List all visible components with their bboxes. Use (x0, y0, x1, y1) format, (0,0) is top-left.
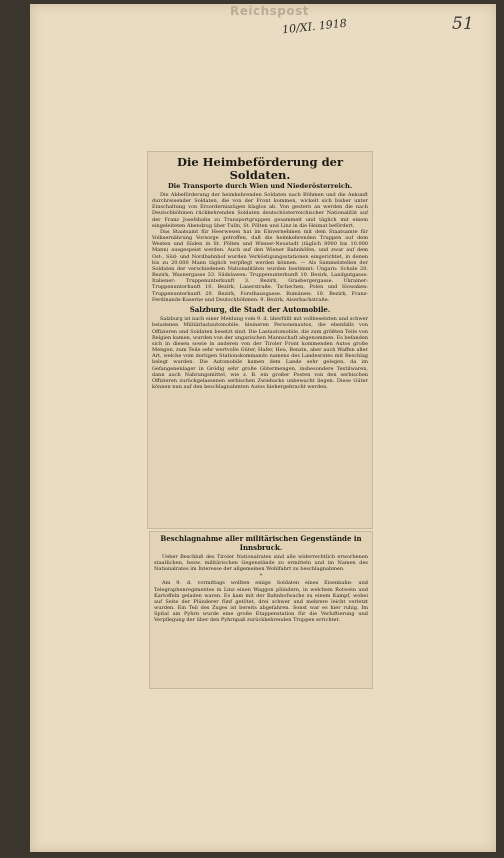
article-body (152, 192, 368, 303)
clipping-secondary (150, 532, 372, 688)
paragraph: Am 9. d. vormittags wollten einige Soldaten eines Eisenbahn- und Telegraphenregimentes in Linz einen Waggon plündern, in welchem Rotwein und Kartoffeln geladen waren. Es kam mit der Bahnhofwache zu einem Kampf, wobei auf Seite der Plünderer fünf getötet, drei schwer und mehrere leicht verletzt wurden. Ein Teil des Zuges ist bereits abgefahren. Sonst war es hier ruhig. Im Spital am Pyhrn wurde eine große Etappenstation für die Verluftierung und Verpflegung der über den Pyhrnpaß zurückkehrenden Truppen errichtet. (154, 580, 368, 624)
paragraph: Das Staatsamt für Heerwesen hat im Einvernehmen mit dem Staatsamte für Volksernährung Vorsorge getroffen, daß die heimkehrenden Truppen auf dem Westen und Süden in St. Pölten und Wiener-Neustadt (täglich 8000 bis 10.000 Mann) ausgespeist werden. Auch auf den Wiener Bahnhöfen, und zwar auf dem Ost-, Süd- und Nordbahnhof wurden Verköstigungsstationen eingerichtet, in denen bis zu 20.000 Mann täglich verpflegt werden können. — Als Sammelstellen der Soldaten der verschiedenen Nationalitäten wurden bestimmt: Ungarn: Schule 20. Bezirk, Wasnergasse 33. Südslawen: Truppenunterkunft 10. Bezirk, Landgutgasse. Italiener: Truppenunterkunft 3. Bezirk, Grasbergergasse. Ukrainer: Truppenunterkunft 10. Bezirk, Laaerstraße. Tschechen, Polen und Slowaken: Truppenunterkunft 20. Bezirk, Forsthausgasse. Rumänen: 10. Bezirk, Franz-Ferdinands-Kaserne und Deutschböhmen: 9. Bezirk, Alserbachstraße. (152, 228, 368, 303)
article-subhead: Die Transporte durch Wien und Niederösterreich. (167, 182, 353, 190)
paragraph: Die Abbeförderung der heimkehrenden Soldaten nach Böhmen und die Ankunft durchreisender Soldaten, die von der Front kommen, wickelt sich bisher unter Einschaltung von Ersorderniszügen klaglos ab. Von gestern an werden die nach Deutschböhmen rückkehrenden Soldaten deutschösterreichischer Nationalität auf der Franz Josefsbahn zu Transportgruppen gesammelt und täglich mit einem eingeleiteten Abendzug über Tulln, St. Pölten und Linz in die Heimat befördert. (152, 192, 368, 229)
article-headline: Die Heimbeförderung der Soldaten. (176, 155, 343, 182)
newspaper-stamp: Reichspost (230, 4, 310, 18)
handwritten-date: 10/XI. 1918 (281, 16, 348, 37)
section-body (152, 316, 368, 390)
paragraph: Ueber Beschluß des Tiroler Nationalrates sind alle widerrechtlich erworbenen staatlichen, bezw. militärischen Gegenstände zu ermitteln und im Namen des Nationalrates im Interesse der allgemeinen Wohlfahrt zu beschlagnahmen. (154, 554, 368, 573)
section-body (154, 580, 368, 623)
section-body (154, 554, 368, 572)
separator-star: * (259, 573, 263, 580)
section-title: Salzburg, die Stadt der Automobile. (189, 304, 331, 314)
clipping-main (148, 152, 372, 528)
handwritten-page-number: 51 (452, 14, 474, 34)
section-title: Beschlagnahme aller militärischen Gegenstände in Innsbruck. (160, 534, 362, 552)
paragraph: Salzburg ist nach einer Meldung vom 9. d. überfüllt mit vollbesetzten und schwer beladenen Militärlastautomobile, kleineren Personenautos, die ebenfalls von Offizieren und Soldaten besetzt sind. Die Lastautomobile, die zum größten Teile von Belgien kamen, wurden von der ungarischen Mannschaft abgenommen. Es befanden sich in diesen sowie in anderen von der Tiroler Front kommenden Autos große Mengen, zum Teile sehr wertvolle Güter, Hafer, Heu, Benzin, aber auch Waffen aller Art, welche vom dortigen Stationskommando namens des Landesrates mit Beschlag belegt wurden. Die Automobile kamen dem Lande sehr gelegen, da im Gefangenenlager in Grödig sehr große Gütermengen, insbesondere Textilwaren, dann auch Nahrungsmittel, wie z. B. ein großer Posten von den serbischen Offizieren zurückgelassenen serbischen Zwiebacks unbewacht liegen. Diese Güter können nun auf den beschlagnahmten Autos hiehergebracht werden. (152, 316, 368, 391)
